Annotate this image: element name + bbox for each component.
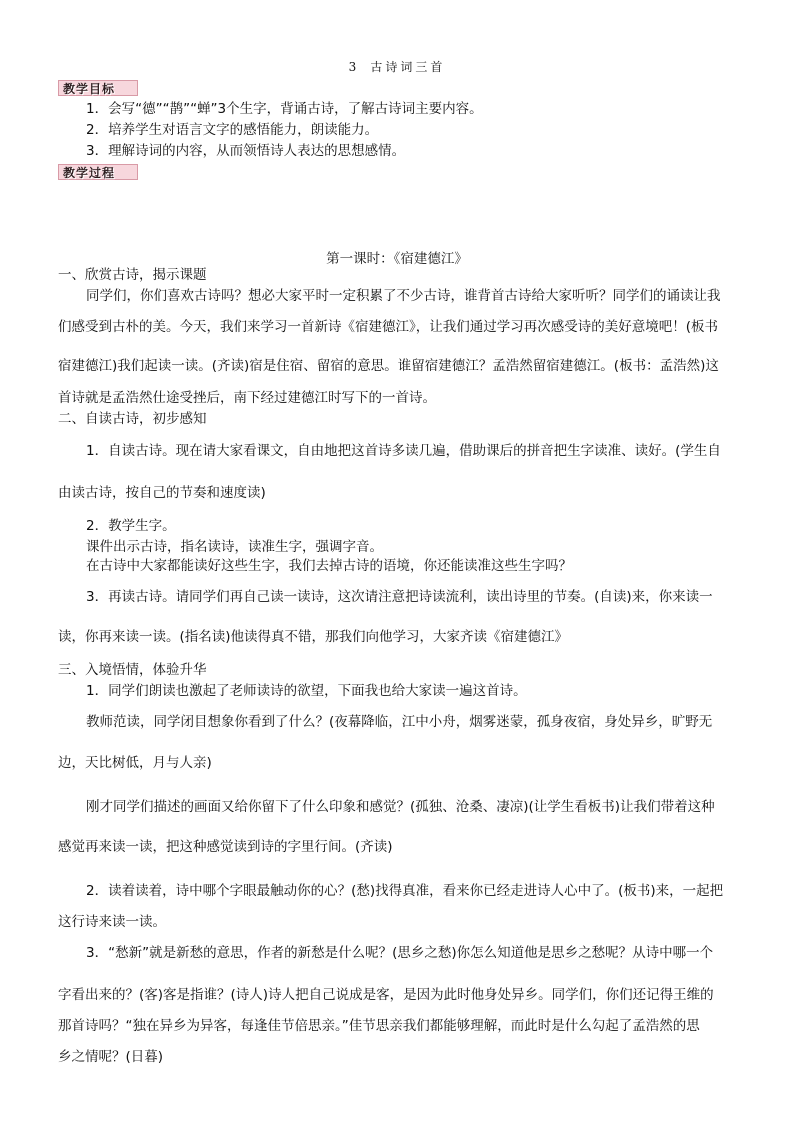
paragraph-line: 3．“愁新”就是新愁的意思，作者的新愁是什么呢？(思乡之愁)你怎么知道他是思乡之愁呢？从诗中哪一个 — [86, 945, 714, 961]
paragraph-line: 宿建德江)我们起读一读。(齐读)宿是住宿、留宿的意思。谁留宿建德江？孟浩然留宿建德江。(板书：孟浩然)这 — [58, 358, 719, 374]
section-heading: 二、自读古诗，初步感知 — [58, 411, 207, 427]
paragraph-line: 边，天比树低，月与人亲) — [58, 755, 212, 771]
paragraph-line: 2．教学生字。 — [86, 518, 176, 534]
paragraph-line: 同学们，你们喜欢古诗吗？想必大家平时一定积累了不少古诗，谁背首古诗给大家听听？同学们的诵读让我 — [86, 288, 721, 304]
lesson-header — [0, 58, 794, 75]
paragraph-line: 乡之情呢？(日暮) — [58, 1049, 164, 1065]
goal-item: 1．会写“德”“鹊”“蝉”3个生字，背诵古诗，了解古诗词主要内容。 — [86, 101, 483, 117]
paragraph-line: 3．再读古诗。请同学们再自己读一读诗，这次请注意把诗读流利，读出诗里的节奏。(自读)来，你来读一 — [86, 589, 713, 605]
lesson-title: 第一课时：《宿建德江》 — [326, 251, 468, 267]
section-heading: 三、入境悟情，体验升华 — [58, 662, 207, 678]
paragraph-line: 1．自读古诗。现在请大家看课文，自由地把这首诗多读几遍，借助课后的拼音把生字读准、读好。(学生自 — [86, 443, 721, 459]
paragraph-line: 由读古诗，按自己的节奏和速度读) — [58, 485, 266, 501]
paragraph-line: 首诗就是孟浩然仕途受挫后，南下经过建德江时写下的一首诗。 — [58, 390, 436, 406]
teaching-process-badge: 教学过程 — [58, 164, 138, 180]
paragraph-line: 这行诗来读一读。 — [58, 914, 166, 930]
paragraph-line: 刚才同学们描述的画面又给你留下了什么印象和感觉？(孤独、沧桑、凄凉)(让学生看板书)让我们带着这种 — [86, 799, 715, 815]
paragraph-line: 2．读着读着，诗中哪个字眼最触动你的心？(愁)找得真准，看来你已经走进诗人心中了。(板书)来，一起把 — [86, 883, 724, 899]
paragraph-line: 1．同学们朗读也激起了老师读诗的欲望，下面我也给大家读一遍这首诗。 — [86, 683, 527, 699]
lesson-name: 古诗词三首 — [370, 60, 446, 74]
teaching-goals-badge: 教学目标 — [58, 80, 138, 96]
paragraph-line: 教师范读，同学闭目想象你看到了什么？(夜幕降临，江中小舟，烟雾迷蒙，孤身夜宿，身处异乡，旷野无 — [86, 714, 713, 730]
paragraph-line: 读，你再来读一读。(指名读)他读得真不错，那我们向他学习，大家齐读《宿建德江》 — [58, 629, 569, 645]
section-heading: 一、欣赏古诗，揭示课题 — [58, 267, 207, 283]
paragraph-line: 字看出来的？(客)客是指谁？(诗人)诗人把自己说成是客，是因为此时他身处异乡。同学们，你们还记得王维的 — [58, 987, 714, 1003]
lesson-number: 3 — [348, 60, 357, 74]
paragraph-line: 们感受到古朴的美。今天，我们来学习一首新诗《宿建德江》，让我们通过学习再次感受诗的美好意境吧！(板书 — [58, 319, 719, 335]
goal-item: 3．理解诗词的内容，从而领悟诗人表达的思想感情。 — [86, 143, 406, 159]
paragraph-line: 课件出示古诗，指名读诗，读准生字，强调字音。 — [86, 539, 383, 555]
paragraph-line: 在古诗中大家都能读好这些生字，我们去掉古诗的语境，你还能读准这些生字吗？ — [86, 558, 572, 574]
goal-item: 2．培养学生对语言文字的感悟能力，朗读能力。 — [86, 122, 379, 138]
paragraph-line: 感觉再来读一读，把这种感觉读到诗的字里行间。(齐读) — [58, 839, 393, 855]
paragraph-line: 那首诗吗？“独在异乡为异客，每逢佳节倍思亲。”佳节思亲我们都能够理解，而此时是什么勾起了孟浩然的思 — [58, 1018, 700, 1034]
